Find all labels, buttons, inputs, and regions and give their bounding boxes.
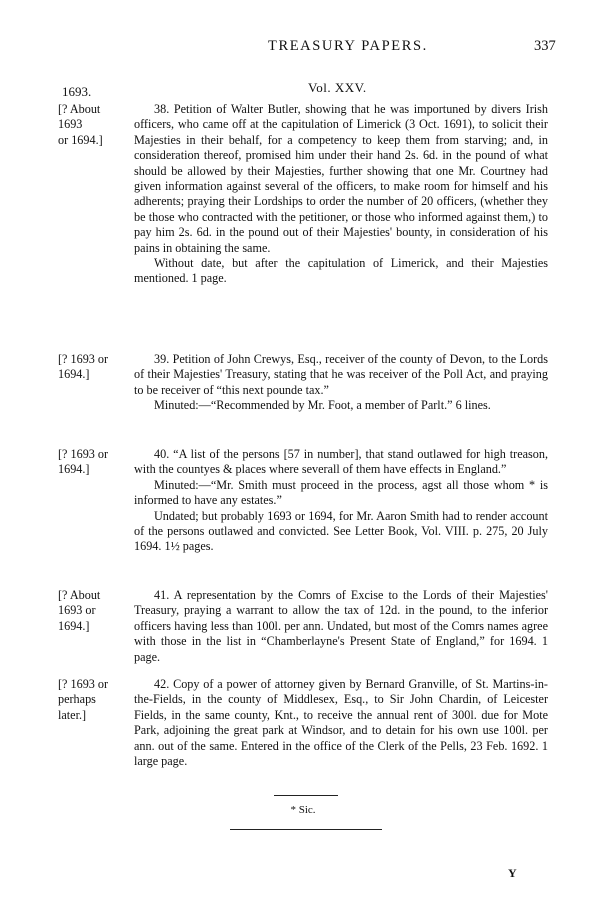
entry-paragraph: Undated; but probably 1693 or 1694, for Mr. Aaron Smith had to render account of the persons outlawed and convicted. See Letter Book, Vol. VIII. p. 275, 20 July 1694. 1½ pages. bbox=[134, 508, 548, 554]
page-number: 337 bbox=[534, 38, 556, 54]
entry-paragraph: Without date, but after the capitulation of Limerick, and their Majesties mentioned. 1 page. bbox=[134, 256, 548, 286]
entry-margin-date: [? About 1693 or 1694.] bbox=[58, 102, 103, 147]
footnote-divider bbox=[230, 829, 382, 830]
entry-body bbox=[134, 102, 548, 287]
entry-paragraph: 38. Petition of Walter Butler, showing that he was importuned by divers Irish officers, who came off at the capitulation of Limerick (3 Oct. 1691), to solicit their Majesties in their behalf, for a competency to keep them from starving; and, in consideration thereof, promised him under their hand 2s. 6d. in the pound of what should be allowed by their Majesties, further showing that one Mr. Courtney had given information against several of the officers, to make room for himself and his adherents; praying their Lordships to order the number of 20 officers, (whether they be those who contracted with the petitioner, or those who informed against them,) to pay him 2s. 6d. in the pound out of their Majesties' bounty, in consideration of his pains in obtaining the same. bbox=[134, 102, 548, 255]
entry-body bbox=[134, 677, 548, 769]
footnote: * Sic. bbox=[290, 804, 316, 816]
entry-paragraph: 39. Petition of John Crewys, Esq., receiver of the county of Devon, to the Lords of their Majesties' Treasury, stating that he was receiver of the Poll Act, and praying to be receiver of “this next pounde tax.” bbox=[134, 352, 548, 397]
entry-body bbox=[134, 588, 548, 665]
running-head bbox=[0, 38, 606, 58]
entry-paragraph: Minuted:—“Recommended by Mr. Foot, a member of Parlt.” 6 lines. bbox=[154, 398, 491, 413]
footnote-divider bbox=[274, 795, 338, 796]
entry-margin-date: [? About 1693 or 1694.] bbox=[58, 588, 101, 633]
entry-body bbox=[134, 447, 548, 555]
entry-margin-date: [? 1693 or 1694.] bbox=[58, 447, 109, 477]
volume-year: 1693. bbox=[62, 84, 92, 99]
entry-margin-date: [? 1693 or perhaps later.] bbox=[58, 677, 109, 722]
signature-mark: Y bbox=[508, 866, 517, 880]
volume-label: Vol. XXV. bbox=[308, 80, 367, 95]
entry-paragraph: Minuted:—“Mr. Smith must proceed in the process, agst all those whom * is informed to have any estates.” bbox=[134, 477, 548, 508]
running-title: TREASURY PAPERS. bbox=[268, 38, 428, 54]
entry-paragraph: 40. “A list of the persons [57 in number], that stand outlawed for high treason, with the countyes & places where severall of them have effects in England.” bbox=[134, 447, 548, 477]
entry-margin-date: [? 1693 or 1694.] bbox=[58, 352, 109, 382]
entry-paragraph: 42. Copy of a power of attorney given by Bernard Granville, of St. Martins-in-the-Fields, in the county of Middlesex, Esq., to Sir John Chardin, of Leicester Fields, in the same county, Knt., to receive the annual rent of 300l. due for Mote Park, adjoining the great park at Windsor, and to detain for his own use 100l. per ann. out of the same. Entered in the office of the Clerk of the Pells, 23 Feb. 1692. 1 large page. bbox=[134, 677, 548, 769]
entry-paragraph: 41. A representation by the Comrs of Excise to the Lords of their Majesties' Treasury, praying a warrant to allow the tax of 12d. in the pound, to the inferior officers having less than 100l. per ann. Undated, but most of the Comrs names agree with those in the list in “Chamberlayne's Present State of England,” for 1694. 1 page. bbox=[134, 588, 548, 664]
entry-body bbox=[134, 352, 548, 414]
